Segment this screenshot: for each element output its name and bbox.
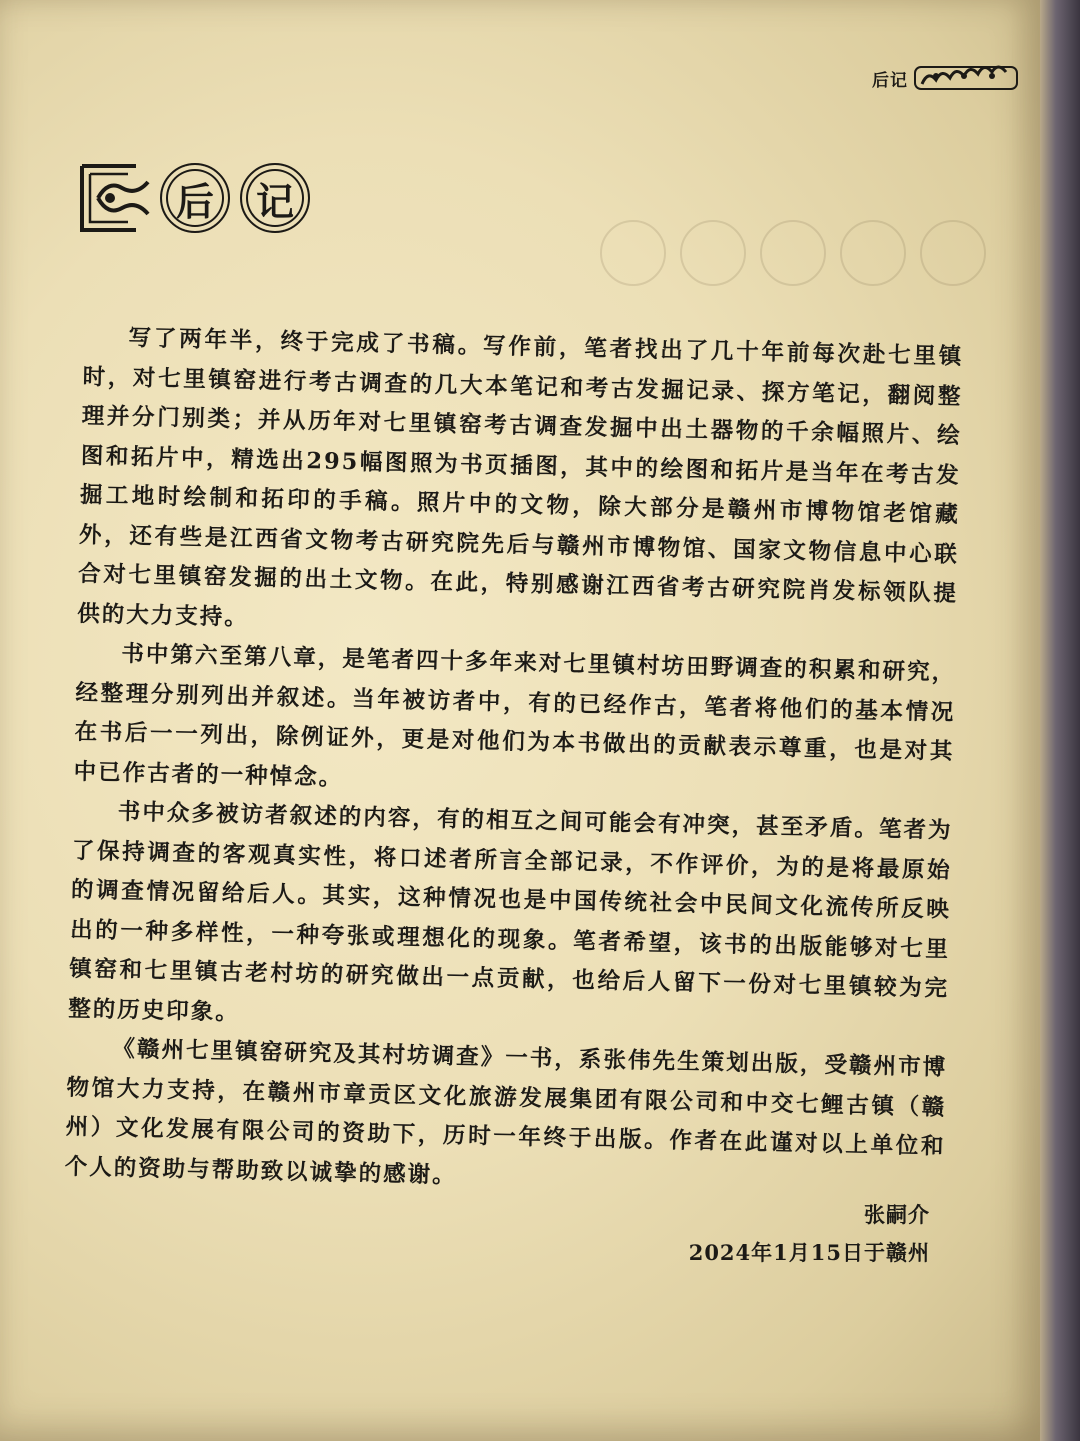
paragraph-1: 写了两年半，终于完成了书稿。写作前，笔者找出了几十年前每次赴七里镇时，对七里镇窑进行考古调查的几大本笔记和考古发掘记录、探方笔记，翻阅整理并分门别类；并从历年对七里镇窑考古调查发掘中出土器物的千余幅照片、绘图和拓片中，精选出295幅图照为书页插图，其中的绘图和拓片是当年在考古发掘工地时绘制和拓印的手稿。照片中的文物，除大部分是赣州市博物馆老馆藏外，还有些是江西省文物考古研究院先后与赣州市博物馆、国家文物信息中心联合对七里镇窑发掘的出土文物。在此，特别感谢江西省考古研究院肖发标领队提供的大力支持。 — [77, 325, 964, 631]
scroll-corner-ornament-icon — [76, 160, 156, 236]
paragraph-4: 《赣州七里镇窑研究及其村坊调查》一书，系张伟先生策划出版，受赣州市博物馆大力支持，在赣州市章贡区文化旅游发展集团有限公司和中交七鲤古镇（赣州）文化发展有限公司的资助下，历时一年终于出版。作者在此谨对以上单位和个人的资助与帮助致以诚挚的感谢。 — [64, 1035, 948, 1189]
page-edge-shadow — [1040, 0, 1080, 1441]
ghost-circle — [680, 220, 746, 286]
chapter-heading — [76, 160, 310, 236]
faint-show-through — [600, 220, 986, 286]
afterword-body — [64, 318, 963, 1207]
running-head — [872, 64, 1018, 92]
ghost-circle — [840, 220, 906, 286]
ghost-circle — [760, 220, 826, 286]
heading-char-1: 后 — [160, 163, 230, 233]
date-place: 2024年1月15日于赣州 — [688, 1240, 930, 1265]
author-name: 张嗣介 — [864, 1202, 930, 1227]
ghost-circle — [600, 220, 666, 286]
ghost-circle — [920, 220, 986, 286]
heading-char-2: 记 — [240, 163, 310, 233]
decorative-cloud-border-icon — [914, 64, 1018, 92]
running-head-label: 后记 — [872, 70, 908, 91]
paragraph-3: 书中众多被访者叙述的内容，有的相互之间可能会有冲突，甚至矛盾。笔者为了保持调查的客观真实性，将口述者所言全部记录，不作评价，为的是将最原始的调查情况留给后人。其实，这种情况也是中国传统社会中民间文化流传所反映出的一种多样性，一种夸张或理想化的现象。笔者希望，该书的出版能够对七里镇窑和七里镇古老村坊的研究做出一点贡献，也给后人留下一份对七里镇较为完整的历史印象。 — [68, 798, 953, 1026]
paragraph-2: 书中第六至第八章，是笔者四十多年来对七里镇村坊田野调查的积累和研究，经整理分别列出并叙述。当年被访者中，有的已经作古，笔者将他们的基本情况在书后一一列出，除例证外，更是对他们为本书做出的贡献表示尊重，也是对其中已作古者的一种悼念。 — [73, 640, 957, 791]
signature-block — [689, 1196, 930, 1272]
